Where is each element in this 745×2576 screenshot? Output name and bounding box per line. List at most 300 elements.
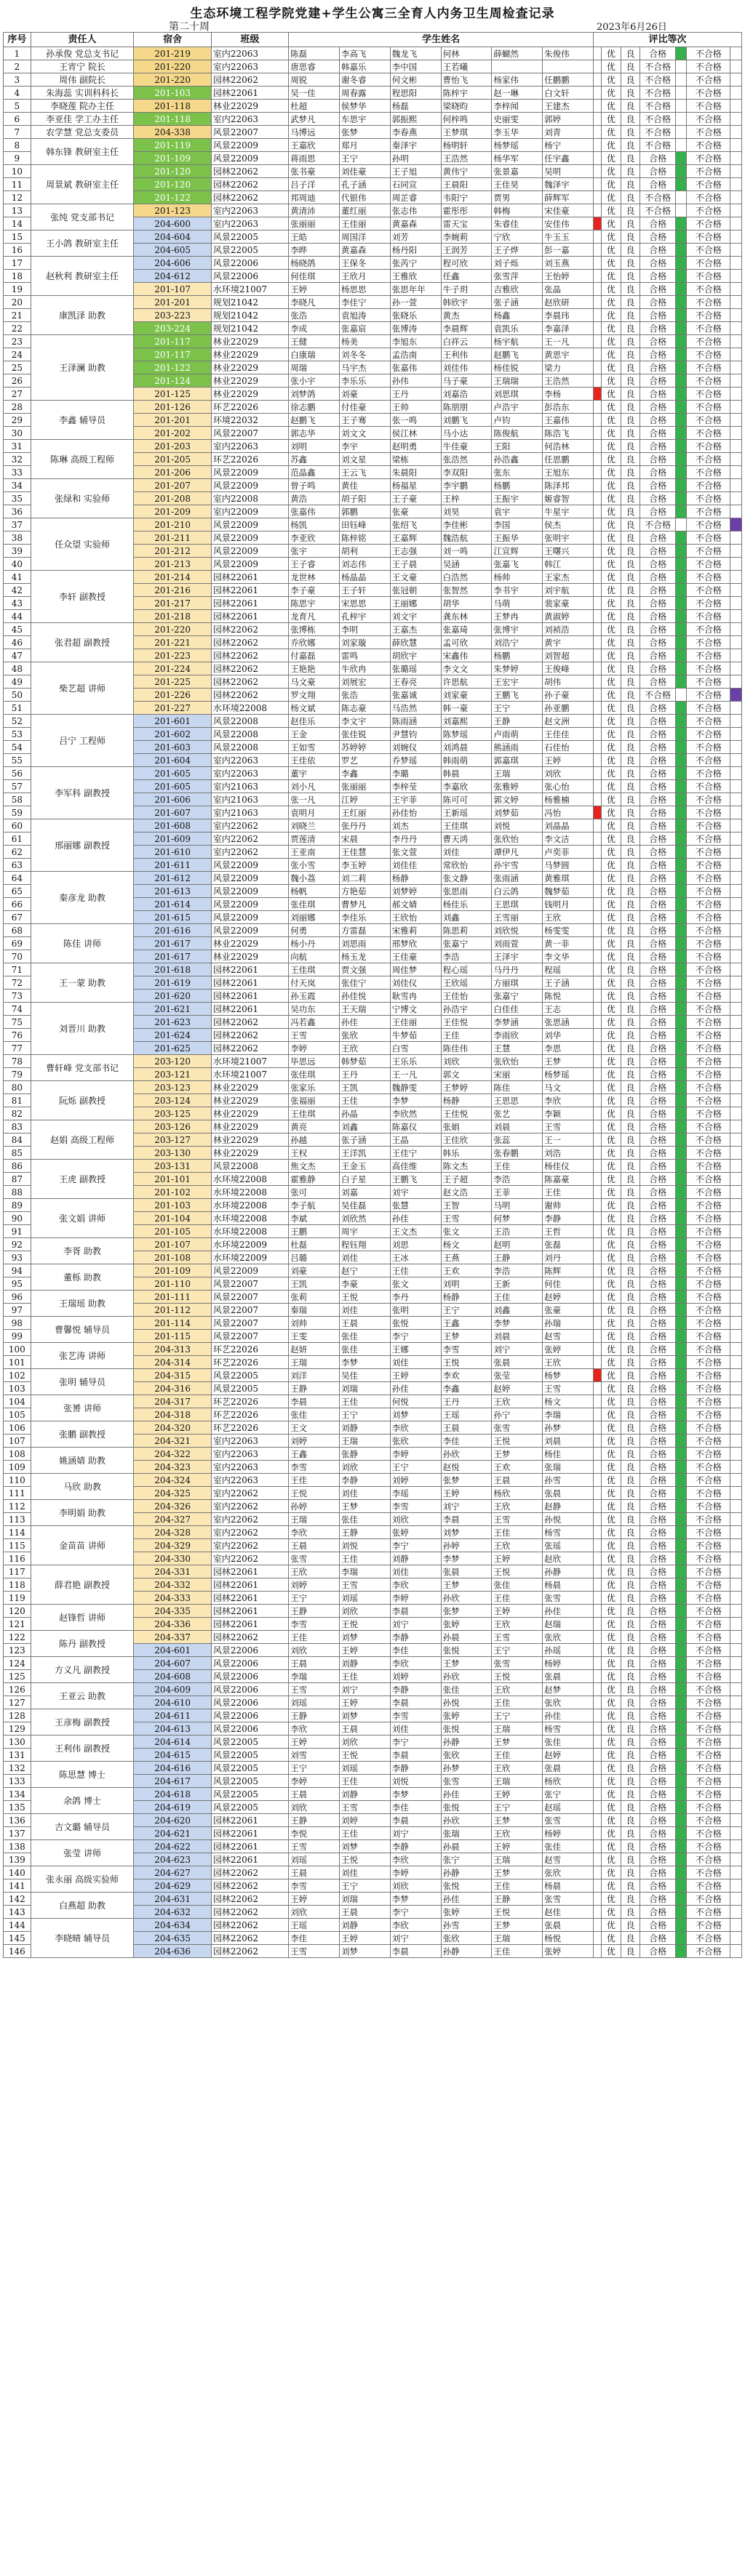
grade-fail: 不合格 [687, 1251, 730, 1264]
grade-result: 合格 [640, 898, 676, 911]
class-name: 风景22005 [211, 1369, 288, 1382]
grade-excellent: 优 [602, 1448, 621, 1461]
highlight-marker [594, 584, 602, 597]
grade-pass-marker [675, 1657, 687, 1670]
table-row [4, 963, 742, 976]
student-name: 刘浩 [543, 1147, 594, 1160]
dorm-number: 201-620 [134, 990, 211, 1003]
highlight-marker [594, 1186, 602, 1199]
date-label: 2023年6月26日 [597, 22, 667, 33]
row-seq: 131 [4, 1749, 31, 1762]
highlight-marker [594, 1068, 602, 1081]
student-name: 李书宇 [492, 584, 543, 597]
grade-pass-marker [675, 244, 687, 257]
grade-fail: 不合格 [687, 453, 730, 466]
student-name: 王雪 [339, 1578, 390, 1592]
student-name: 李雪 [289, 1461, 340, 1474]
grade-result: 合格 [640, 1461, 676, 1474]
student-name: 陈佳伟 [441, 1042, 492, 1055]
grade-excellent: 优 [602, 675, 621, 689]
grade-fail: 不合格 [687, 898, 730, 911]
table-row [4, 623, 742, 636]
student-name: 秦泽宇 [390, 139, 441, 152]
student-name: 孙欣 [441, 1670, 492, 1683]
highlight-marker [594, 361, 602, 374]
student-name: 陈磊 [289, 47, 340, 60]
grade-good: 良 [621, 728, 640, 741]
student-name: 刘洋 [289, 1369, 340, 1382]
student-name: 张浩然 [441, 453, 492, 466]
grade-result: 合格 [640, 597, 676, 610]
student-name: 刘瑶 [339, 1592, 390, 1605]
class-name: 水环境21007 [211, 283, 288, 296]
row-seq: 19 [4, 283, 31, 296]
grade-result: 合格 [640, 1906, 676, 1919]
student-name: 杨凯 [289, 518, 340, 531]
student-name: 李梦 [492, 1317, 543, 1330]
row-seq: 79 [4, 1068, 31, 1081]
student-name: 张佳 [543, 1736, 594, 1749]
grade-result: 不合格 [640, 204, 676, 217]
student-name: 张雪 [289, 1552, 340, 1565]
student-name [492, 60, 543, 73]
student-name: 刘思雨 [339, 937, 390, 950]
student-name: 王婷 [289, 1893, 340, 1906]
grade-result: 合格 [640, 1029, 676, 1042]
grade-good: 良 [621, 1539, 640, 1552]
grade-excellent: 优 [602, 1042, 621, 1055]
student-name: 李婉莉 [441, 230, 492, 244]
grade-good: 良 [621, 1173, 640, 1186]
dorm-number: 204-605 [134, 244, 211, 257]
grade-fail-marker [730, 440, 742, 453]
grade-fail-marker [730, 728, 742, 741]
grade-fail: 不合格 [687, 1474, 730, 1487]
student-name: 刘一鸣 [441, 545, 492, 558]
class-name: 园林22061 [211, 1814, 288, 1827]
grade-result: 合格 [640, 950, 676, 963]
grade-good: 良 [621, 1814, 640, 1827]
responsible-person: 赵娟 高级工程师 [31, 1120, 134, 1160]
student-name: 王思思 [492, 1094, 543, 1107]
highlight-marker [594, 1094, 602, 1107]
grade-pass-marker [675, 1592, 687, 1605]
dorm-number: 204-321 [134, 1435, 211, 1448]
student-name: 李双阳 [441, 466, 492, 479]
grade-fail: 不合格 [687, 113, 730, 126]
class-name: 室内22062 [211, 1526, 288, 1539]
student-name: 王欣 [543, 911, 594, 924]
grade-fail: 不合格 [687, 1448, 730, 1461]
table-row [4, 1814, 742, 1827]
student-name: 张婷 [543, 1945, 594, 1958]
student-name: 赵悦 [441, 1461, 492, 1474]
row-seq: 139 [4, 1853, 31, 1866]
grade-fail-marker [730, 1330, 742, 1343]
student-name: 宋佳豪 [543, 204, 594, 217]
grade-pass-marker [675, 1618, 687, 1631]
student-name: 刘悦 [390, 1775, 441, 1788]
dorm-number: 201-120 [134, 178, 211, 191]
grade-good: 良 [621, 937, 640, 950]
grade-fail: 不合格 [687, 1853, 730, 1866]
dorm-number: 201-124 [134, 374, 211, 388]
responsible-person: 王小鸽 教研室主任 [31, 230, 134, 257]
student-name: 王晨 [339, 1906, 390, 1919]
grade-excellent: 优 [602, 113, 621, 126]
dorm-number: 203-120 [134, 1055, 211, 1068]
student-name: 朱俊伟 [543, 47, 594, 60]
row-seq: 146 [4, 1945, 31, 1958]
student-name: 李晨 [390, 1945, 441, 1958]
grade-pass-marker [675, 270, 687, 283]
grade-fail-marker [730, 1657, 742, 1670]
student-name: 王欣 [289, 1565, 340, 1578]
student-name: 刘青 [543, 126, 594, 139]
student-name: 王佳悦 [441, 1016, 492, 1029]
student-name: 马文豪 [289, 675, 340, 689]
grade-result: 合格 [640, 1670, 676, 1683]
grade-pass-marker [675, 1644, 687, 1657]
class-name: 风景22009 [211, 479, 288, 492]
grade-fail: 不合格 [687, 126, 730, 139]
header-students: 学生姓名 [289, 33, 594, 47]
student-name: 苏鑫 [289, 453, 340, 466]
grade-fail: 不合格 [687, 1749, 730, 1762]
student-name: 李佳乐 [339, 911, 390, 924]
grade-fail-marker [730, 1932, 742, 1945]
row-seq: 20 [4, 296, 31, 309]
student-name: 王浩然 [543, 374, 594, 388]
student-name: 熊涵雨 [492, 741, 543, 754]
highlight-marker [594, 401, 602, 414]
student-name: 王浩 [492, 1225, 543, 1238]
grade-fail-marker [730, 623, 742, 636]
grade-result: 合格 [640, 1147, 676, 1160]
grade-fail-marker [730, 531, 742, 545]
grade-fail: 不合格 [687, 1304, 730, 1317]
student-name: 李子航 [289, 1199, 340, 1212]
grade-excellent: 优 [602, 1421, 621, 1435]
grade-pass-marker [675, 872, 687, 885]
grade-fail: 不合格 [687, 1762, 730, 1775]
student-name: 李晔 [289, 244, 340, 257]
grade-fail-marker [730, 780, 742, 793]
grade-pass-marker [675, 741, 687, 754]
grade-fail-marker [730, 1120, 742, 1133]
dorm-number: 201-107 [134, 283, 211, 296]
class-name: 水环境22008 [211, 1186, 288, 1199]
page-title: 生态环境工程学院党建+学生公寓三全育人内务卫生周检查记录 [190, 7, 555, 21]
grade-fail: 不合格 [687, 924, 730, 937]
class-name: 风景22009 [211, 898, 288, 911]
student-name: 韩嘉乐 [339, 60, 390, 73]
class-name: 室内22063 [211, 440, 288, 453]
student-name: 刘佳豪 [339, 165, 390, 178]
grade-excellent: 优 [602, 715, 621, 728]
student-name: 王健 [289, 335, 340, 348]
grade-excellent: 优 [602, 1932, 621, 1945]
row-seq: 8 [4, 139, 31, 152]
highlight-marker [594, 1906, 602, 1919]
student-name [543, 60, 594, 73]
student-name: 王晨 [289, 1788, 340, 1801]
student-name: 张嘉飞 [492, 558, 543, 571]
class-name: 林业22029 [211, 335, 288, 348]
class-name: 林业22029 [211, 1120, 288, 1133]
student-name: 王欢 [492, 1461, 543, 1474]
grade-fail: 不合格 [687, 1408, 730, 1421]
class-name: 室内22062 [211, 1539, 288, 1552]
grade-good: 良 [621, 113, 640, 126]
student-name: 李欣 [390, 1853, 441, 1866]
grade-result: 合格 [640, 1173, 676, 1186]
class-name: 林业22029 [211, 1094, 288, 1107]
grade-pass-marker [675, 1356, 687, 1369]
row-seq: 56 [4, 767, 31, 780]
highlight-marker [594, 558, 602, 571]
grade-fail: 不合格 [687, 1513, 730, 1526]
row-seq: 7 [4, 126, 31, 139]
grade-result: 合格 [640, 1382, 676, 1395]
grade-excellent: 优 [602, 1147, 621, 1160]
dorm-number: 201-220 [134, 623, 211, 636]
grade-result: 合格 [640, 283, 676, 296]
grade-excellent: 优 [602, 1264, 621, 1277]
row-seq: 49 [4, 675, 31, 689]
grade-good: 良 [621, 60, 640, 73]
highlight-marker [594, 1879, 602, 1893]
grade-fail-marker [730, 466, 742, 479]
grade-good: 良 [621, 741, 640, 754]
student-name: 李高飞 [339, 47, 390, 60]
student-name: 王文杰 [390, 1225, 441, 1238]
student-name: 王嘉伟 [543, 414, 594, 427]
student-name: 孙佳悦 [339, 990, 390, 1003]
student-name: 李静 [390, 1840, 441, 1853]
student-name: 刘芳 [390, 230, 441, 244]
student-name: 李玉婷 [339, 859, 390, 872]
grade-result: 合格 [640, 1893, 676, 1906]
grade-fail: 不合格 [687, 1709, 730, 1722]
class-name: 风景22009 [211, 139, 288, 152]
grade-excellent: 优 [602, 283, 621, 296]
grade-pass-marker [675, 950, 687, 963]
student-name: 刘欣 [390, 1879, 441, 1893]
student-name: 史丽雯 [492, 113, 543, 126]
grade-result: 合格 [640, 990, 676, 1003]
grade-fail-marker [730, 1683, 742, 1696]
grade-fail-marker [730, 1722, 742, 1736]
table-row [4, 1395, 742, 1408]
row-seq: 69 [4, 937, 31, 950]
class-name: 风景22009 [211, 518, 288, 531]
dorm-number: 204-609 [134, 1683, 211, 1696]
student-name: 刘佳 [339, 1487, 390, 1500]
student-name: 刘宁 [339, 1683, 390, 1696]
dorm-number: 201-103 [134, 87, 211, 100]
grade-good: 良 [621, 1251, 640, 1264]
responsible-person: 王利伟 副教授 [31, 1736, 134, 1762]
row-seq: 60 [4, 819, 31, 832]
grade-good: 良 [621, 47, 640, 60]
grade-excellent: 优 [602, 126, 621, 139]
dorm-number: 204-632 [134, 1906, 211, 1919]
class-name: 室内22063 [211, 754, 288, 767]
student-name: 孙浩鑫 [492, 453, 543, 466]
grade-good: 良 [621, 1565, 640, 1578]
student-name: 彭一嘉 [543, 244, 594, 257]
dorm-number: 201-220 [134, 60, 211, 73]
row-seq: 74 [4, 1003, 31, 1016]
student-name: 赵佳 [543, 1906, 594, 1919]
highlight-marker [594, 1264, 602, 1277]
grade-result: 合格 [640, 963, 676, 976]
dorm-number: 201-126 [134, 401, 211, 414]
grade-excellent: 优 [602, 754, 621, 767]
grade-result: 合格 [640, 1094, 676, 1107]
student-name: 赵婷 [492, 1382, 543, 1395]
highlight-marker [594, 1749, 602, 1762]
grade-good: 良 [621, 230, 640, 244]
student-name: 魏浩航 [441, 531, 492, 545]
grade-excellent: 优 [602, 1827, 621, 1840]
class-name: 室内22063 [211, 1474, 288, 1487]
student-name: 王佳 [441, 1029, 492, 1042]
student-name: 王佳 [339, 1094, 390, 1107]
dorm-number: 201-608 [134, 819, 211, 832]
table-row [4, 1683, 742, 1696]
class-name: 林业22029 [211, 1081, 288, 1094]
responsible-person: 方义凡 副教授 [31, 1657, 134, 1683]
class-name: 园林22061 [211, 584, 288, 597]
student-name: 王佳 [339, 1775, 390, 1788]
responsible-person: 李轩 副教授 [31, 571, 134, 623]
student-name: 魏泽宇 [543, 178, 594, 191]
grade-pass-marker [675, 1565, 687, 1578]
student-name: 王佳 [492, 1592, 543, 1605]
class-name: 室内22063 [211, 767, 288, 780]
row-seq: 54 [4, 741, 31, 754]
class-name: 室内22062 [211, 1513, 288, 1526]
grade-excellent: 优 [602, 623, 621, 636]
student-name: 王悦 [492, 1435, 543, 1448]
student-name: 韩晨 [441, 767, 492, 780]
grade-fail: 不合格 [687, 1369, 730, 1382]
student-name: 王婷 [289, 283, 340, 296]
student-name: 马浩然 [390, 702, 441, 715]
row-seq: 6 [4, 113, 31, 126]
grade-fail-marker [730, 1840, 742, 1853]
grade-fail-marker [730, 689, 742, 702]
student-name: 李文宇 [339, 715, 390, 728]
student-name: 王梦琪 [441, 126, 492, 139]
class-name: 园林22061 [211, 87, 288, 100]
grade-fail: 不合格 [687, 492, 730, 505]
grade-result: 不合格 [640, 87, 676, 100]
grade-excellent: 优 [602, 1788, 621, 1801]
student-name: 张雪 [492, 1657, 543, 1670]
table-row [4, 1448, 742, 1461]
grade-fail-marker [730, 348, 742, 361]
student-name: 李嘉泽 [543, 322, 594, 335]
student-name: 龙育凡 [289, 610, 340, 623]
class-name: 室内22063 [211, 1461, 288, 1474]
grade-excellent: 优 [602, 414, 621, 427]
highlight-marker [594, 859, 602, 872]
student-name: 张悦 [441, 1722, 492, 1736]
grade-good: 良 [621, 584, 640, 597]
grade-fail: 不合格 [687, 1487, 730, 1500]
class-name: 风景22007 [211, 126, 288, 139]
dorm-number: 201-202 [134, 427, 211, 440]
highlight-marker [594, 963, 602, 976]
grade-fail-marker [730, 60, 742, 73]
class-name: 风景22009 [211, 872, 288, 885]
table-row [4, 1919, 742, 1932]
row-seq: 41 [4, 571, 31, 584]
dorm-number: 201-610 [134, 846, 211, 859]
grade-fail-marker [730, 518, 742, 531]
row-seq: 62 [4, 846, 31, 859]
dorm-number: 204-336 [134, 1618, 211, 1631]
dorm-number: 204-611 [134, 1709, 211, 1722]
grade-fail: 不合格 [687, 780, 730, 793]
student-name: 牛梦茹 [390, 1029, 441, 1042]
dorm-number: 204-317 [134, 1395, 211, 1408]
student-name: 刘文文 [339, 427, 390, 440]
student-name: 杨悦 [543, 1932, 594, 1945]
responsible-person: 秦彦龙 助教 [31, 872, 134, 924]
grade-result: 合格 [640, 1592, 676, 1605]
grade-good: 良 [621, 1840, 640, 1853]
student-name: 王春亮 [390, 675, 441, 689]
student-name: 张娟 [441, 1120, 492, 1133]
class-name: 规划21042 [211, 296, 288, 309]
class-name: 林业22029 [211, 1133, 288, 1147]
student-name: 王晨 [339, 1317, 390, 1330]
grade-pass-marker [675, 1749, 687, 1762]
grade-good: 良 [621, 1696, 640, 1709]
student-name: 王艳艳 [289, 662, 340, 675]
grade-fail: 不合格 [687, 1133, 730, 1147]
student-name: 刘瑶 [289, 1696, 340, 1709]
highlight-marker [594, 1722, 602, 1736]
class-name: 室内22063 [211, 217, 288, 230]
row-seq: 75 [4, 1016, 31, 1029]
grade-fail: 不合格 [687, 1042, 730, 1055]
grade-result: 合格 [640, 414, 676, 427]
highlight-marker [594, 885, 602, 898]
grade-good: 良 [621, 558, 640, 571]
class-name: 水环境21007 [211, 1068, 288, 1081]
class-name: 风景22009 [211, 1264, 288, 1277]
student-name: 刘佳 [441, 846, 492, 859]
highlight-marker [594, 1304, 602, 1317]
student-name: 杨婷 [543, 1657, 594, 1670]
student-name: 刘小凡 [289, 780, 340, 793]
student-name: 王欣怡 [390, 911, 441, 924]
responsible-person: 马欣 助教 [31, 1474, 134, 1500]
student-name: 刘佳佳 [390, 859, 441, 872]
class-name: 风景22006 [211, 1644, 288, 1657]
grade-result: 合格 [640, 780, 676, 793]
class-name: 室内22063 [211, 47, 288, 60]
highlight-marker [594, 60, 602, 73]
student-name: 杨静 [390, 872, 441, 885]
student-name: 王振华 [492, 531, 543, 545]
student-name: 刘嘉熙 [441, 715, 492, 728]
